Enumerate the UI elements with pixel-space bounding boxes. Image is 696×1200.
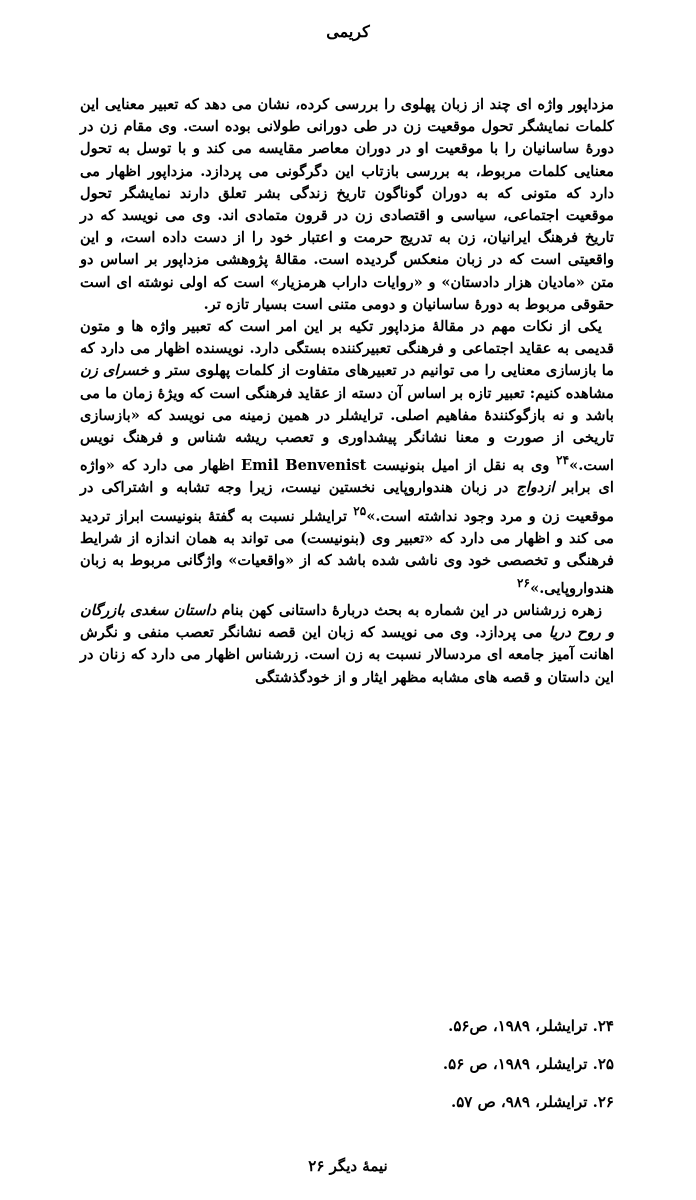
text-run: می پردازد. وی می نویسد که زبان این قصه نشانگر تعصب منفی و نگرش اهانت آمیز جامعه ای مردسالار نسبت به زن است. زرشناس اظهار می دارد که زنان در این داستان و قصه های مشابه مظهر ایثار و از خودگذشتگی bbox=[80, 624, 614, 686]
footnote-ref: ۲۶ bbox=[517, 575, 531, 590]
body-paragraph bbox=[80, 316, 614, 600]
footnote-26: ۲۶. ترایشلر، ۹۸۹، ص ۵۷. bbox=[450, 1093, 614, 1111]
footnote-ref: ۲۴ bbox=[556, 453, 570, 468]
text-run: مزداپور واژه ای چند از زبان پهلوی را بررسی کرده، نشان می دهد که تعبیر معنایی این کلمات نمایشگر تحول موقعیت زن در طی دورانی طولانی بوده است. وی مقام زن در دورهٔ ساسانیان را با موقعیت او در دوران معاصر مقایسه می کند و با توسل به تحول معنایی کلمات مربوط، به بررسی بازتاب این دگرگونی می پردازد. مزداپور اظهار می دارد که متونی که به دوران گوناگون تاریخ زندگی بشر تعلق دارند نمایشگر تحول موقعیت اجتماعی، سیاسی و اقتصادی زن در قرون متمادی اند. وی می نویسد که در تاریخ فرهنگ ایرانیان، زن به تدریج حرمت و اعتبار خود را از دست داده است، و این واقعیتی است که در زبان منعکس گردیده است. مقالهٔ پژوهشی مزداپور بر اساس دو متن «مادیان هزار دادستان» و «روایات داراب هرمزیار» است که اولی نوشته ای است حقوقی مربوط به دورهٔ ساسانیان و دومی متنی است بسیار تازه تر. bbox=[80, 96, 614, 313]
italic-term: خسرای زن bbox=[80, 362, 149, 380]
text-run: ترایشلر نسبت به گفتهٔ بنونیست ابراز تردید می کند و اظهار می دارد که «تعبیر وی (بنونیست) می تواند به همان اندازه از شرایط فرهنگی و تخصصی خود وی ناشی شده باشد که از «واقعیات» واژگانی مربوط به زبان هندواروپایی.» bbox=[80, 507, 614, 597]
text-run: یکی از نکات مهم در مقالهٔ مزداپور تکیه بر این امر است که تعبیر واژه ها و متون قدیمی به عقاید اجتماعی و فرهنگی تعبیرکننده بستگی دارد. نویسنده اظهار می دارد که ما بازسازی معنایی را می توانیم در تعبیرهای متفاوت از کلمات پهلوی ستر و bbox=[80, 318, 614, 380]
footnotes bbox=[300, 1016, 614, 1130]
page-footer: نیمهٔ دیگر ۲۶ bbox=[308, 1157, 388, 1175]
running-head: کریمی bbox=[326, 22, 370, 41]
footnote-25: ۲۵. ترایشلر، ۱۹۸۹، ص ۵۶. bbox=[442, 1055, 614, 1073]
text-run: وی به نقل از امیل بنونیست bbox=[366, 457, 557, 475]
text-run: در زبان هندواروپایی نخستین نیست، زیرا وجه تشابه و اشتراکی در موقعیت زن و مرد وجود نداشته است.» bbox=[80, 479, 614, 525]
text-run: زهره زرشناس در این شماره به بحث دربارهٔ داستانی کهن بنام bbox=[216, 602, 603, 620]
body-text bbox=[80, 94, 614, 689]
body-paragraph bbox=[80, 600, 614, 689]
footnote-24: ۲۴. ترایشلر، ۱۹۸۹، ص۵۶. bbox=[448, 1017, 614, 1035]
italic-term: داستان سغدی بازرگان و روح دریا bbox=[80, 602, 615, 642]
text-run: مشاهده کنیم: تعبیر تازه بر اساس آن دسته از عقاید فرهنگی است که ویژهٔ زمان ما می باشد و نه بازگوکنندهٔ مفاهیم اصلی. ترایشلر در همین زمینه می نویسد که «بازسازی تاریخی از صورت و معنا نشانگر پیشداوری و تعصب ریشه شناس و فرهنگ نویس است.» bbox=[80, 384, 614, 475]
italic-term: ازدواج bbox=[516, 479, 555, 497]
body-paragraph bbox=[80, 94, 614, 316]
footnote-ref: ۲۵ bbox=[353, 503, 367, 518]
text-run: اظهار می دارد که «واژه ای برابر bbox=[80, 457, 614, 497]
latin-name: Emil Benvenist bbox=[240, 457, 367, 475]
